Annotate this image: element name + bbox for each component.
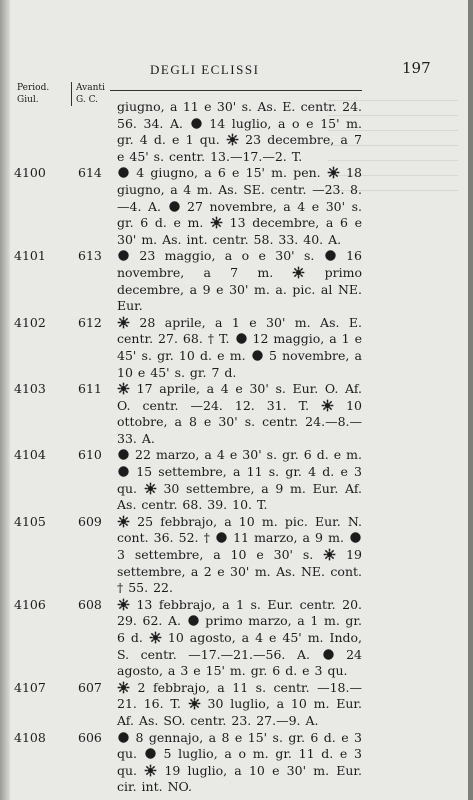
moon-icon (215, 531, 228, 544)
description-text: 28 aprile, a 1 e 30' m. As. E. centr. 27. 68. † T. (117, 314, 362, 347)
sun-icon (188, 697, 201, 710)
description-text: 4 giugno, a 6 e 15' m. pen. (130, 165, 327, 181)
sun-icon (323, 548, 336, 561)
year-before-christ: 614 (78, 165, 102, 181)
moon-icon (144, 747, 157, 760)
moon-icon (324, 249, 337, 262)
description-text: 8 gennajo, a 8 e 15' s. gr. 6 d. e 3 qu. (117, 729, 362, 762)
eclipse-description (117, 680, 362, 730)
description-text: 27 novembre, a 4 e 30' s. gr. 6 d. e m. (117, 198, 362, 231)
eclipse-description (117, 730, 362, 796)
description-text: 5 novembre, a 10 e 45' s. gr. 7 d. (117, 347, 363, 380)
eclipse-description (117, 514, 362, 597)
header-rule (110, 90, 362, 91)
description-text: 23 maggio, a o e 30' s. (130, 248, 324, 264)
page-number: 197 (402, 59, 431, 77)
julian-period-year: 4105 (14, 513, 46, 529)
description-text: 19 settembre, a 2 e 30' m. As. NE. cont. † 55. 22. (117, 547, 362, 596)
sun-icon (327, 166, 340, 179)
year-before-christ: 613 (78, 248, 102, 264)
description-text: 10 ottobre, a 8 e 30' s. centr. 24.—8.—33. A. (117, 397, 362, 446)
description-text: primo decembre, a 9 e 30' m. a. pic. al NE. Eur. (117, 264, 362, 314)
moon-icon (117, 166, 130, 179)
julian-period-year: 4101 (14, 248, 46, 264)
sun-icon (144, 764, 157, 777)
sun-icon (117, 598, 130, 611)
description-text: 2 febbrajo, a 11 s. centr. —18.—21. 16. T. (117, 679, 362, 712)
eclipse-description (117, 165, 362, 248)
description-text: 30 luglio, a 10 m. Eur. Af. As. SO. centr. 23. 27.—9. A. (117, 696, 363, 728)
eclipse-description (117, 597, 362, 680)
sun-icon (292, 266, 305, 279)
moon-icon (322, 648, 335, 661)
moon-icon (190, 117, 203, 130)
moon-icon (117, 448, 130, 461)
description-text: 16 novembre, a 7 m. (117, 248, 362, 280)
eclipse-entry (0, 248, 473, 314)
julian-period-year: 4108 (14, 729, 46, 745)
description-text: giugno, a 11 e 30' s. As. E. centr. 24. 56. 34. A. (117, 99, 362, 131)
julian-period-year: 4102 (14, 314, 46, 330)
sun-icon (117, 382, 130, 395)
moon-icon (117, 465, 130, 478)
description-text: 14 luglio, a o e 15' m. gr. 4 d. e 1 qu. (117, 115, 362, 148)
moon-icon (168, 200, 181, 213)
description-text: 22 marzo, a 4 e 30' s. gr. 6 d. e m. (130, 447, 362, 463)
julian-period-year: 4100 (14, 165, 46, 181)
sun-icon (117, 681, 130, 694)
avanti-column-header: Avanti G. C. (71, 82, 105, 106)
description-text: 15 settembre, a 11 s. gr. 4 d. e 3 qu. (117, 464, 362, 496)
eclipse-description (117, 248, 362, 314)
description-text: 12 maggio, a 1 e 45' s. gr. 10 d. e m. (117, 331, 362, 363)
running-head: DEGLI ECLISSI (150, 62, 260, 77)
eclipse-entry (0, 99, 473, 165)
moon-icon (235, 332, 248, 345)
sun-icon (149, 631, 162, 644)
moon-icon (349, 531, 362, 544)
description-text: 25 febbrajo, a 10 m. pic. Eur. N. cont. 36. 52. † (117, 513, 362, 546)
sun-icon (144, 482, 157, 495)
moon-icon (117, 249, 130, 262)
eclipse-entry (0, 680, 473, 730)
eclipse-entry (0, 730, 473, 796)
eclipse-entry (0, 447, 473, 513)
year-before-christ: 611 (78, 381, 102, 397)
julian-period-year: 4106 (14, 596, 46, 612)
moon-icon (187, 614, 200, 627)
description-text: 23 decembre, a 7 e 45' s. centr. 13.—17.—2. T. (117, 132, 362, 164)
year-before-christ: 610 (78, 447, 102, 463)
moon-icon (117, 731, 130, 744)
eclipse-entry (0, 597, 473, 680)
eclipse-entries (0, 99, 473, 796)
description-text: 13 decembre, a 6 e 30' m. As. int. centr. 58. 33. 40. A. (117, 215, 362, 247)
sun-icon (321, 399, 334, 412)
eclipse-entry (0, 514, 473, 597)
description-text: 18 giugno, a 4 m. As. SE. centr. —23. 8.—4. A. (117, 165, 362, 214)
eclipse-description (117, 381, 362, 447)
period-column-header: Period. Giul. (17, 83, 50, 105)
description-text: 19 luglio, a 10 e 30' m. Eur. cir. int. NO. (117, 762, 362, 795)
julian-period-year: 4104 (14, 447, 46, 463)
year-before-christ: 607 (78, 679, 102, 695)
julian-period-year: 4103 (14, 381, 46, 397)
eclipse-description (117, 447, 362, 513)
year-before-christ: 609 (78, 513, 102, 529)
eclipse-description (117, 315, 362, 381)
description-text: 17 aprile, a 4 e 30' s. Eur. O. Af. O. centr. —24. 12. 31. T. (117, 381, 362, 413)
sun-icon (117, 316, 130, 329)
description-text: primo marzo, a 1 m. gr. 6 d. (117, 613, 362, 645)
year-before-christ: 606 (78, 729, 102, 745)
description-text: 5 luglio, a o m. gr. 11 d. e 3 qu. (117, 746, 362, 778)
description-text: 24 agosto, a 3 e 15' m. gr. 6 d. e 3 qu. (117, 646, 362, 679)
year-before-christ: 608 (78, 596, 102, 612)
description-text: 13 febbrajo, a 1 s. Eur. centr. 20. 29. 62. A. (117, 596, 362, 629)
year-before-christ: 612 (78, 314, 102, 330)
eclipse-entry (0, 165, 473, 248)
eclipse-entry (0, 315, 473, 381)
description-text: 10 agosto, a 4 e 45' m. Indo, S. centr. —17.—21.—56. A. (117, 630, 362, 662)
eclipse-entry (0, 381, 473, 447)
description-text: 30 settembre, a 9 m. Eur. Af. As. centr. 68. 39. 10. T. (117, 480, 362, 513)
moon-icon (251, 349, 264, 362)
sun-icon (226, 133, 239, 146)
julian-period-year: 4107 (14, 679, 46, 695)
description-text: 11 marzo, a 9 m. (228, 530, 349, 546)
description-text: 3 settembre, a 10 e 30' s. (117, 547, 324, 563)
sun-icon (210, 216, 223, 229)
sun-icon (117, 515, 130, 528)
eclipse-description (117, 99, 362, 165)
